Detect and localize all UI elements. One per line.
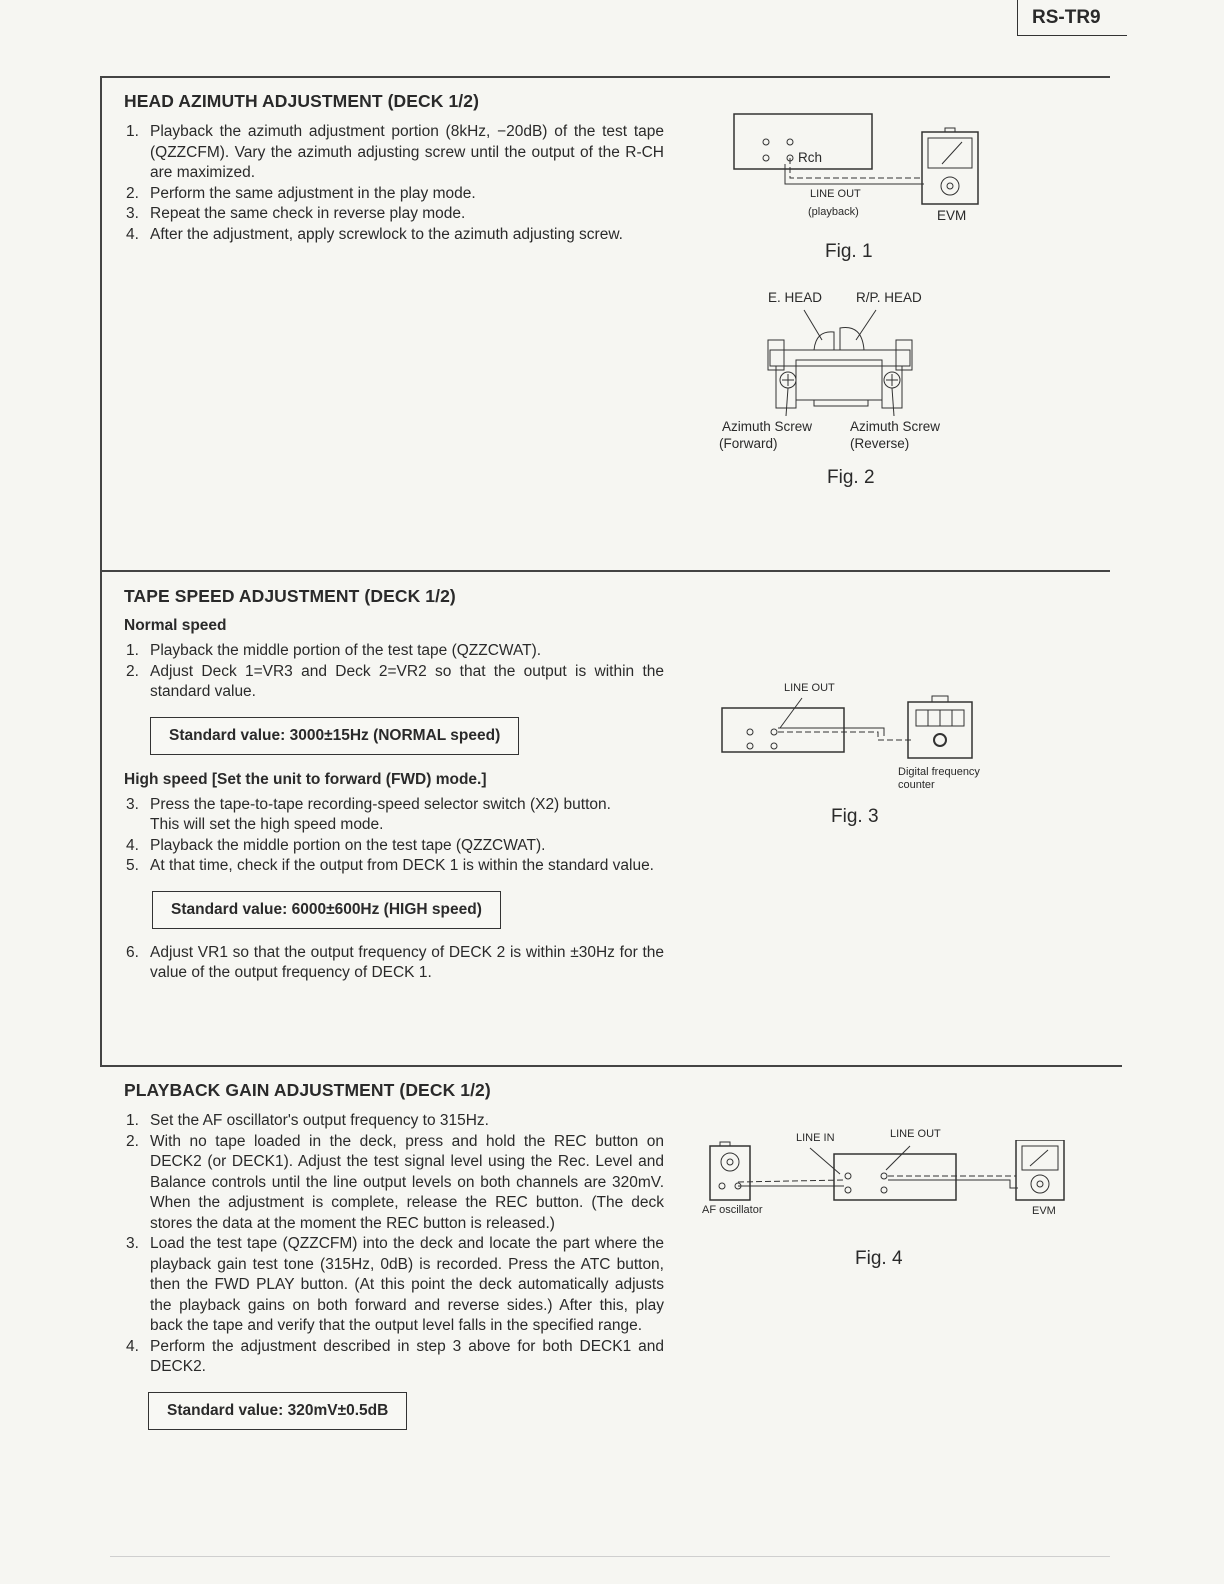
azimuth-section [124, 91, 664, 245]
high-speed-steps [124, 795, 664, 816]
normal-speed-heading: Normal speed [124, 617, 227, 634]
high-speed-heading: High speed [Set the unit to forward (FWD) mode.] [124, 770, 487, 788]
counter-label-2: counter [898, 779, 935, 791]
azimuth-title: HEAD AZIMUTH ADJUSTMENT (DECK 1/2) [124, 91, 480, 111]
section-divider-1 [100, 570, 1110, 572]
list-item: 2. Perform the same adjustment in the play mode. [126, 184, 476, 202]
list-item: 5. At that time, check if the output from DECK 1 is within the standard value. [126, 857, 654, 874]
list-item: 4. Playback the middle portion on the test tape (QZZCWAT). [126, 836, 546, 854]
azimuth-screw-forward-label: Azimuth Screw [722, 419, 813, 434]
playback-gain-standard-value: Standard value: 320mV±0.5dB [148, 1392, 407, 1430]
figure-1 [730, 112, 990, 227]
high-speed-note: This will set the high speed mode. [150, 816, 384, 833]
frequency-counter-diagram [718, 692, 998, 772]
footer-rule [110, 1556, 1110, 1557]
oscillator-connection-diagram [700, 1140, 1070, 1206]
counter-label-1: Digital frequency [898, 766, 980, 778]
line-out-label: LINE OUT [784, 682, 835, 694]
list-item: 6. Adjust VR1 so that the output frequency of DECK 2 is within ±30Hz for the value of the output frequency of DECK 1. [126, 943, 664, 981]
figure-4 [700, 1128, 1070, 1223]
list-item: 4. After the adjustment, apply screwlock to the azimuth adjusting screw. [126, 225, 623, 243]
evm-label: EVM [937, 208, 967, 223]
af-oscillator-label: AF oscillator [702, 1204, 763, 1216]
model-number: RS-TR9 [1017, 0, 1127, 36]
playback-gain-steps [124, 1111, 664, 1378]
e-head-label: E. HEAD [768, 290, 823, 305]
rch-label: Rch [798, 150, 823, 165]
tape-speed-title: TAPE SPEED ADJUSTMENT (DECK 1/2) [124, 586, 456, 606]
tape-speed-section [124, 586, 664, 984]
line-out-label: LINE OUT [890, 1128, 941, 1140]
list-item: 3. Press the tape-to-tape recording-speed selector switch (X2) button. [126, 795, 611, 813]
list-item: 4. Perform the adjustment described in step 3 above for both DECK1 and DECK2. [126, 1337, 664, 1375]
playback-label: (playback) [808, 206, 859, 218]
high-speed-standard-value: Standard value: 6000±600Hz (HIGH speed) [152, 891, 501, 929]
frame-top-rule [100, 76, 1110, 78]
forward-label: (Forward) [719, 436, 778, 451]
figure-4-caption: Fig. 4 [855, 1248, 903, 1269]
head-assembly-diagram [716, 306, 976, 416]
playback-gain-section [124, 1080, 664, 1444]
line-out-label: LINE OUT [810, 188, 861, 200]
playback-gain-title: PLAYBACK GAIN ADJUSTMENT (DECK 1/2) [124, 1080, 491, 1100]
normal-speed-standard-value: Standard value: 3000±15Hz (NORMAL speed) [150, 717, 519, 755]
list-item: 3. Load the test tape (QZZCFM) into the deck and locate the part where the playback gain test tone (315Hz, 0dB) is recorded. Press the ATC button, then the FWD PLAY button. (At this point the deck automatically adjusts the playback gains on both forward and reverse sides.) After this, play back the tape and verify that the output level falls in the specified range. [126, 1235, 664, 1334]
figure-3 [718, 680, 998, 800]
list-item: 1. Playback the middle portion of the test tape (QZZCWAT). [126, 642, 542, 659]
list-item: 2. Adjust Deck 1=VR3 and Deck 2=VR2 so that the output is within the standard value. [126, 662, 664, 700]
figure-2-caption: Fig. 2 [827, 467, 875, 488]
list-item: 1. Set the AF oscillator's output frequency to 315Hz. [126, 1112, 489, 1129]
reverse-label: (Reverse) [850, 436, 910, 451]
azimuth-steps [124, 122, 664, 245]
high-speed-steps-cont [124, 836, 664, 877]
section-divider-2 [100, 1065, 1122, 1067]
list-item: 1. Playback the azimuth adjustment portion (8kHz, −20dB) of the test tape (QZZCFM). Vary the azimuth adjusting screw until the output of the R-CH are maximized. [126, 123, 664, 181]
line-in-label: LINE IN [796, 1132, 835, 1144]
figure-1-caption: Fig. 1 [825, 241, 873, 262]
normal-speed-steps [124, 641, 664, 703]
figure-3-caption: Fig. 3 [831, 806, 879, 827]
azimuth-screw-reverse-label: Azimuth Screw [850, 419, 941, 434]
figure-2 [716, 288, 976, 458]
rp-head-label: R/P. HEAD [856, 290, 922, 305]
vr1-step [124, 943, 664, 984]
list-item: 3. Repeat the same check in reverse play mode. [126, 205, 466, 222]
list-item: 2. With no tape loaded in the deck, press and hold the REC button on DECK2 (or DECK1). Adjust the test signal level using the Rec. Level and Balance controls until the line output levels on both channels are 320mV. When the adjustment is complete, release the REC button. (The deck stores the data at the moment the REC button is released.) [126, 1132, 664, 1232]
evm-label: EVM [1032, 1205, 1056, 1217]
